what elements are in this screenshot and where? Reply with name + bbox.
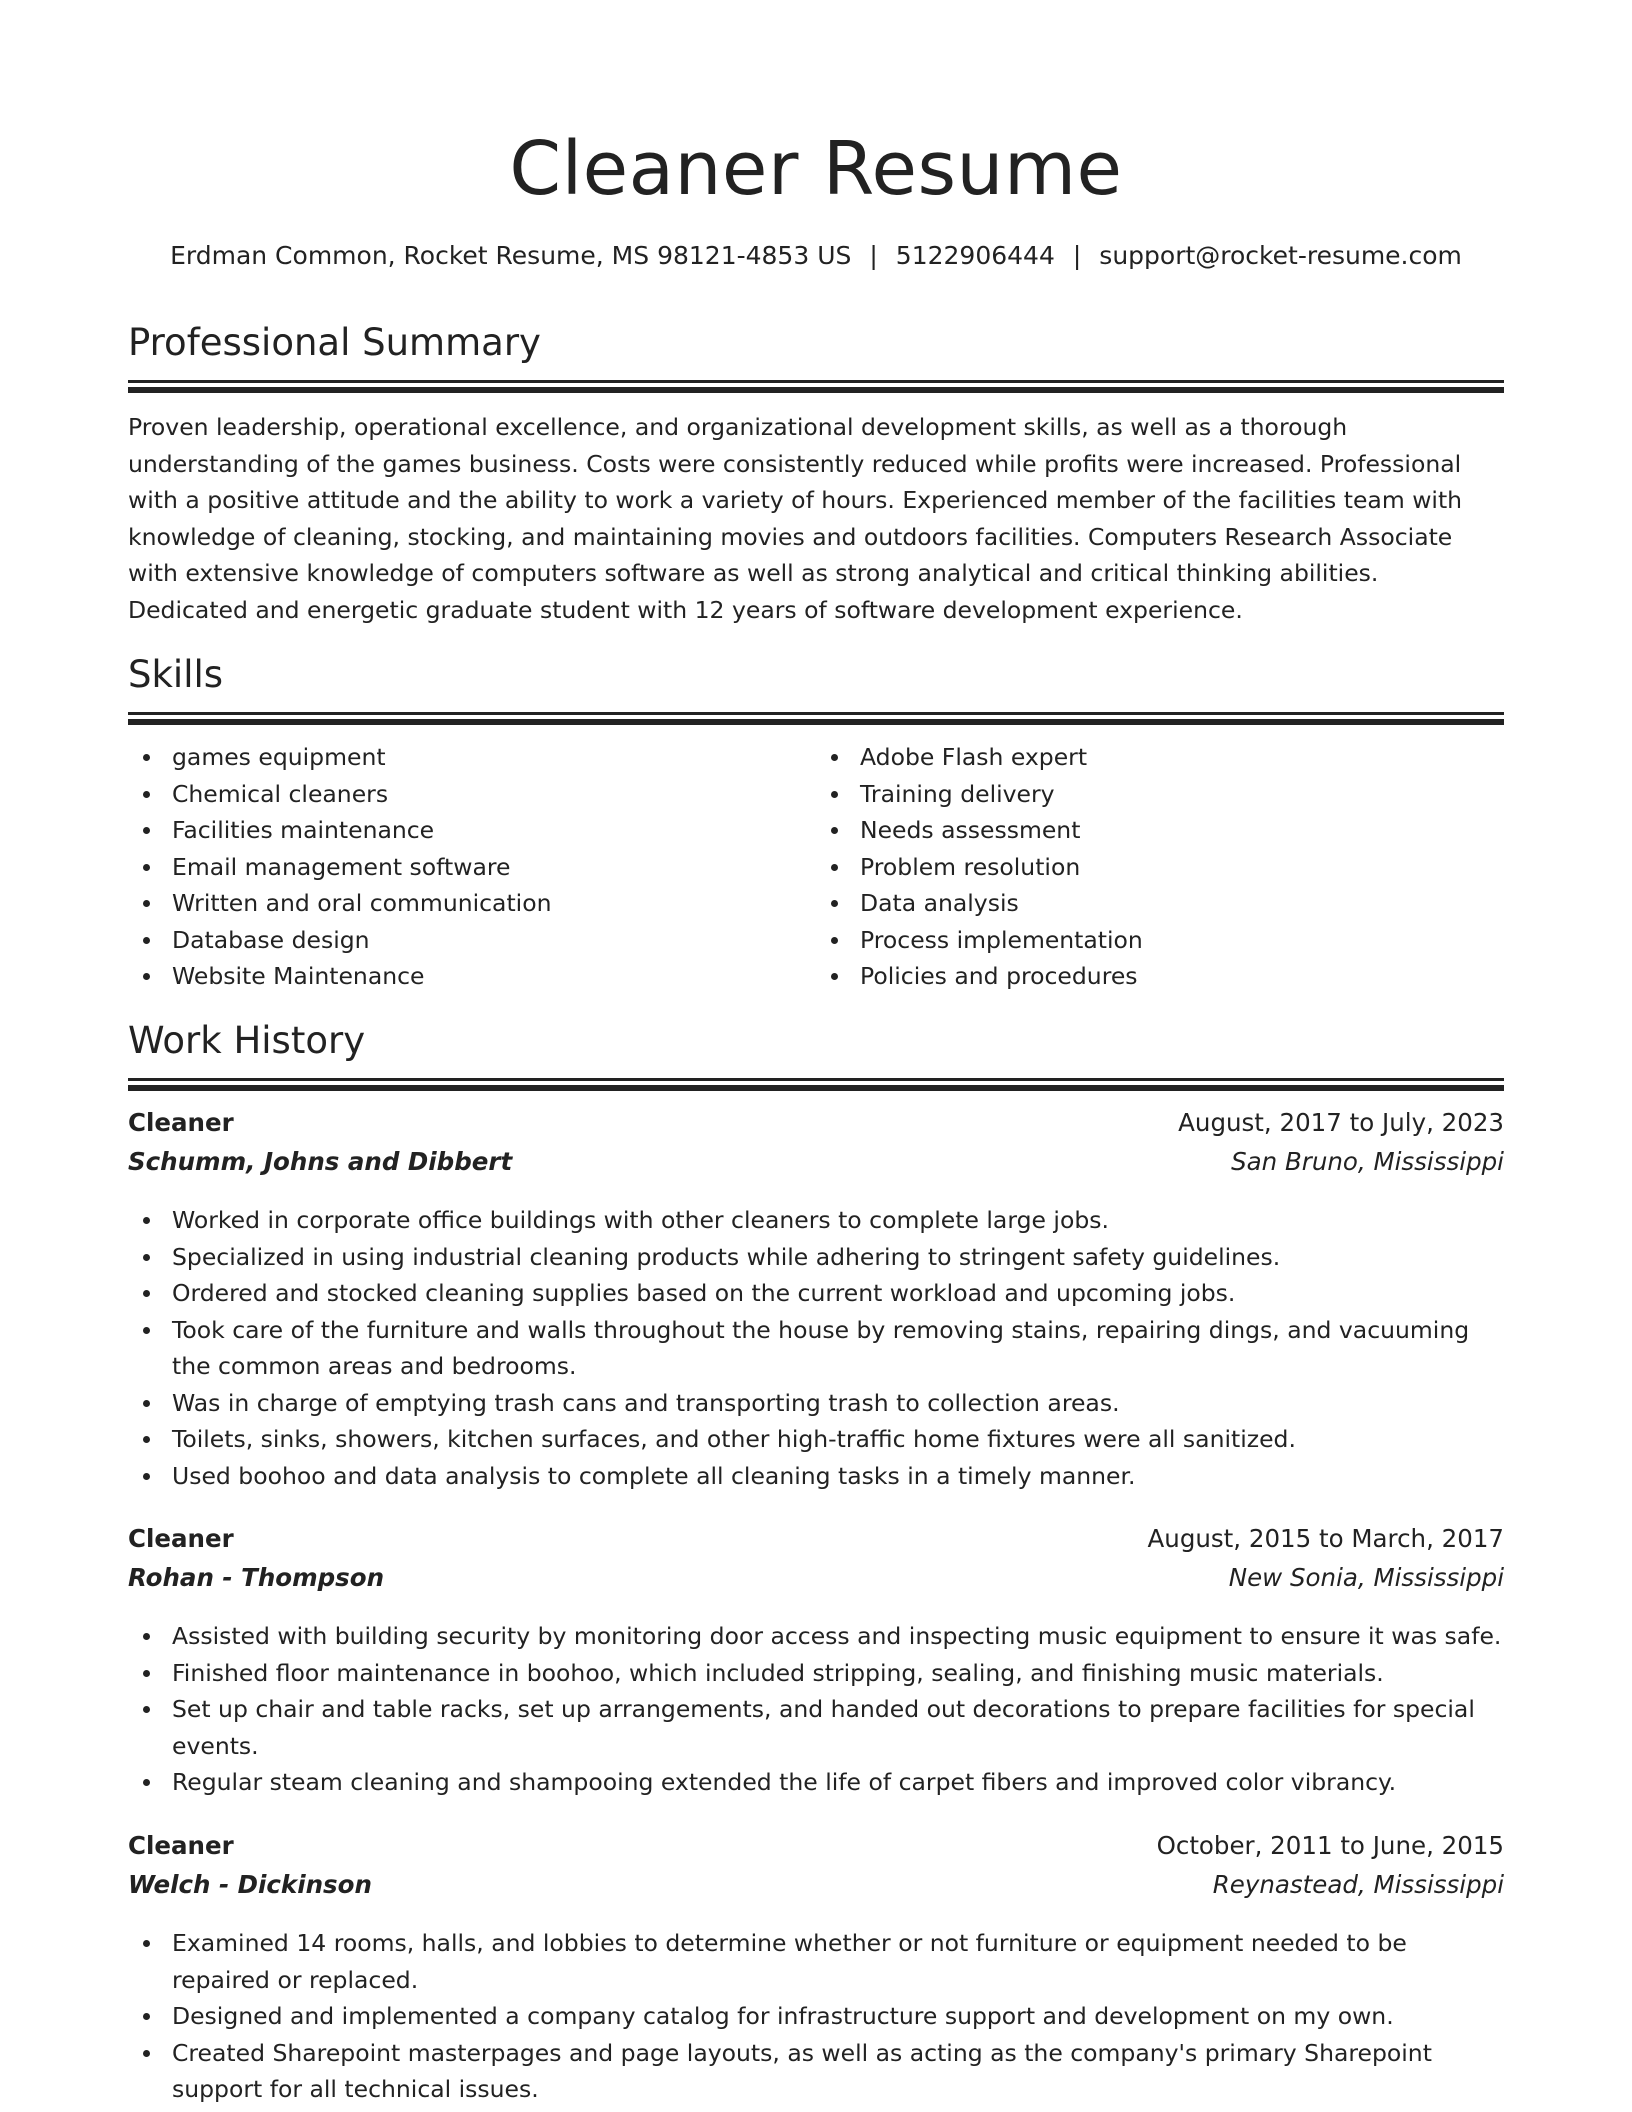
skill-item: Chemical cleaners <box>172 776 816 813</box>
skill-item: Email management software <box>172 849 816 886</box>
job-header-row <box>128 1108 1504 1147</box>
section-divider <box>128 387 1504 393</box>
contact-separator: | <box>1072 241 1082 270</box>
work-history-heading: Work History <box>128 1019 366 1062</box>
skills-columns <box>128 739 1504 995</box>
work-history-section <box>128 1016 1504 1091</box>
skill-item: Process implementation <box>860 922 1504 959</box>
job-duty: Designed and implemented a company catalog for infrastructure support and development on my own. <box>172 1998 1504 2035</box>
skills-section <box>128 650 1504 995</box>
job-entry <box>128 1108 1504 1494</box>
job-duty: Created Sharepoint masterpages and page layouts, as well as acting as the company's primary Sharepoint support for all technical issues. <box>172 2035 1504 2108</box>
job-duty: Set up chair and table racks, set up arrangements, and handed out decorations to prepare facilities for special events. <box>172 1691 1504 1764</box>
job-header-row <box>128 1831 1504 1870</box>
skill-item: Adobe Flash expert <box>860 739 1504 776</box>
section-divider <box>128 712 1504 715</box>
job-duty: Used boohoo and data analysis to complete all cleaning tasks in a timely manner. <box>172 1458 1504 1495</box>
skill-item: Data analysis <box>860 885 1504 922</box>
job-dates: August, 2015 to March, 2017 <box>1147 1524 1504 1553</box>
job-title: Cleaner <box>128 1831 234 1860</box>
job-duty: Finished floor maintenance in boohoo, which included stripping, sealing, and finishing music materials. <box>172 1655 1504 1692</box>
job-location: New Sonia, Mississippi <box>1228 1563 1504 1592</box>
job-duties <box>128 1925 1504 2108</box>
job-entry <box>128 1831 1504 2108</box>
job-location: Reynastead, Mississippi <box>1212 1870 1504 1899</box>
contact-email: support@rocket-resume.com <box>1099 241 1462 270</box>
skills-heading: Skills <box>128 653 224 696</box>
job-entry <box>128 1524 1504 1801</box>
job-duties <box>128 1202 1504 1494</box>
job-header-row <box>128 1524 1504 1563</box>
section-divider <box>128 719 1504 725</box>
job-company-row <box>128 1870 1504 1909</box>
job-company: Rohan - Thompson <box>128 1563 385 1592</box>
resume-title: Cleaner Resume <box>509 126 1123 212</box>
skill-item: Written and oral communication <box>172 885 816 922</box>
skill-item: Training delivery <box>860 776 1504 813</box>
job-title: Cleaner <box>128 1108 234 1137</box>
job-title: Cleaner <box>128 1524 234 1553</box>
job-duty: Ordered and stocked cleaning supplies based on the current workload and upcoming jobs. <box>172 1275 1504 1312</box>
section-divider <box>128 1078 1504 1081</box>
skill-item: games equipment <box>172 739 816 776</box>
skill-item: Problem resolution <box>860 849 1504 886</box>
contact-phone: 5122906444 <box>895 241 1055 270</box>
job-duty: Assisted with building security by monitoring door access and inspecting music equipment to ensure it was safe. <box>172 1618 1504 1655</box>
skill-item: Policies and procedures <box>860 958 1504 995</box>
job-dates: October, 2011 to June, 2015 <box>1156 1831 1504 1860</box>
skill-item: Facilities maintenance <box>172 812 816 849</box>
job-dates: August, 2017 to July, 2023 <box>1178 1108 1504 1137</box>
contact-line <box>128 238 1504 274</box>
job-company: Schumm, Johns and Dibbert <box>128 1147 513 1176</box>
job-duty: Toilets, sinks, showers, kitchen surfaces, and other high-traffic home fixtures were all sanitized. <box>172 1421 1504 1458</box>
section-divider <box>128 380 1504 383</box>
job-duty: Examined 14 rooms, halls, and lobbies to determine whether or not furniture or equipment needed to be repaired or replaced. <box>172 1925 1504 1998</box>
skills-list-left <box>128 739 816 995</box>
job-duty: Regular steam cleaning and shampooing extended the life of carpet fibers and improved color vibrancy. <box>172 1764 1504 1801</box>
skill-item: Website Maintenance <box>172 958 816 995</box>
skill-item: Needs assessment <box>860 812 1504 849</box>
job-duties <box>128 1618 1504 1801</box>
job-duty: Specialized in using industrial cleaning products while adhering to stringent safety guidelines. <box>172 1239 1504 1276</box>
summary-section <box>128 318 1504 628</box>
job-company-row <box>128 1147 1504 1186</box>
summary-text: Proven leadership, operational excellence, and organizational development skills, as well as a thorough understanding of the games business. Costs were consistently reduced while profits were increased. Professional with a positive attitude and the ability to work a variety of hours. Experienced member of the facilities team with knowledge of cleaning, stocking, and maintaining movies and outdoors facilities. Computers Research Associate with extensive knowledge of computers software as well as strong analytical and critical thinking abilities. Dedicated and energetic graduate student with 12 years of software development experience. <box>128 413 1463 624</box>
job-company-row <box>128 1563 1504 1602</box>
contact-separator: | <box>869 241 878 270</box>
job-duty: Was in charge of emptying trash cans and transporting trash to collection areas. <box>172 1385 1504 1422</box>
contact-address: Erdman Common, Rocket Resume, MS 98121-4853 US <box>170 241 852 270</box>
job-duty: Took care of the furniture and walls throughout the house by removing stains, repairing dings, and vacuuming the common areas and bedrooms. <box>172 1312 1504 1385</box>
skills-list-right <box>816 739 1504 995</box>
skill-item: Database design <box>172 922 816 959</box>
section-divider <box>128 1085 1504 1091</box>
job-location: San Bruno, Mississippi <box>1231 1147 1504 1176</box>
summary-heading: Professional Summary <box>128 321 541 364</box>
job-duty: Worked in corporate office buildings with other cleaners to complete large jobs. <box>172 1202 1504 1239</box>
job-company: Welch - Dickinson <box>128 1870 372 1899</box>
